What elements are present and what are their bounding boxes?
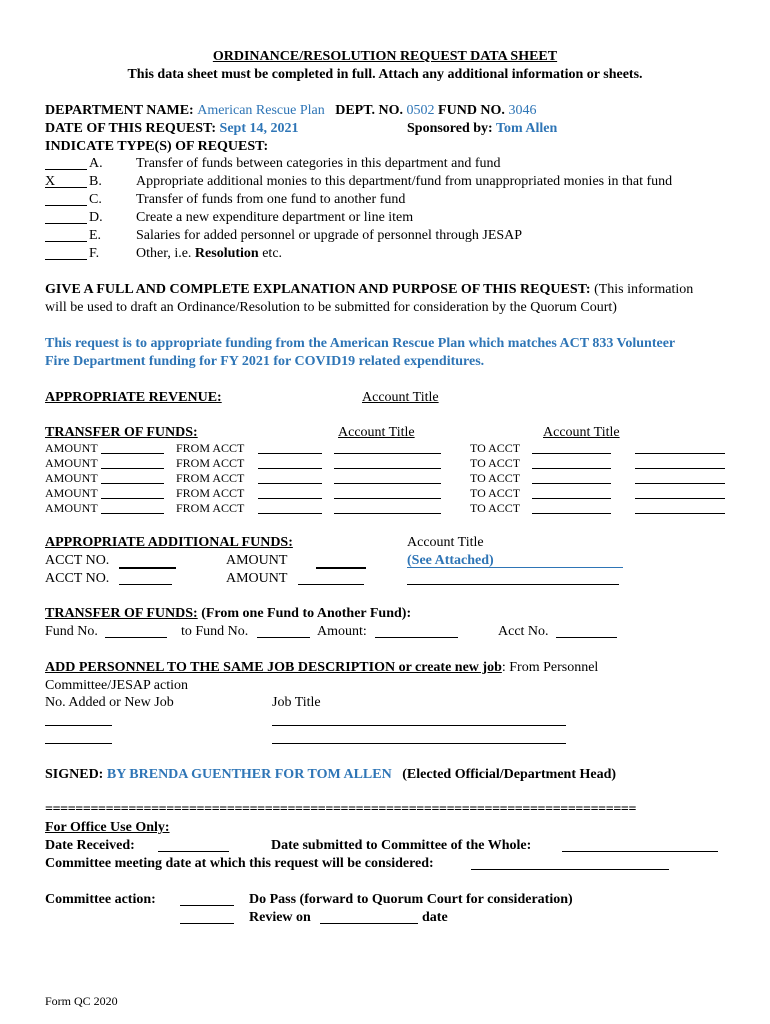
request-type-mark[interactable] — [45, 227, 87, 242]
request-type-text: Appropriate additional monies to this department/fund from unappropriated monies in that fund — [136, 174, 673, 189]
do-pass-field[interactable] — [180, 905, 234, 906]
review-date-field[interactable] — [320, 923, 418, 924]
date-received-label: Date Received: — [45, 838, 135, 853]
review-field[interactable] — [180, 923, 234, 924]
add-personnel-line2: Committee/JESAP action — [45, 678, 188, 693]
to-acct-field[interactable] — [532, 498, 611, 499]
date-submitted-field[interactable] — [562, 851, 718, 852]
from-acct-field[interactable] — [258, 483, 322, 484]
request-type-letter: F. — [89, 246, 100, 261]
sponsor-line — [407, 120, 557, 137]
transfer-account-title-right: Account Title — [543, 425, 620, 440]
request-type-mark[interactable] — [45, 209, 87, 224]
to-account-title-field[interactable] — [635, 513, 725, 514]
acct-no-field[interactable] — [119, 567, 176, 569]
acct-no-label: ACCT NO. — [45, 571, 110, 586]
to-acct-field[interactable] — [532, 513, 611, 514]
explanation-note: (This information — [590, 282, 694, 297]
to-account-title-field[interactable] — [635, 453, 725, 454]
to-acct-label: TO ACCT — [470, 486, 521, 500]
additional-account-title-field[interactable] — [407, 584, 619, 585]
to-acct-label: TO ACCT — [470, 501, 521, 515]
request-type-mark[interactable] — [45, 245, 87, 260]
from-account-title-field[interactable] — [334, 468, 441, 469]
additional-amount-label: AMOUNT — [226, 553, 288, 568]
amount-label: AMOUNT — [45, 441, 98, 455]
add-personnel-label: ADD PERSONNEL TO THE SAME JOB DESCRIPTION or create new job — [45, 660, 502, 675]
request-type-mark[interactable]: X — [45, 173, 87, 188]
explanation-text-line2[interactable]: Fire Department funding for FY 2021 for COVID19 related expenditures. — [45, 354, 485, 369]
amount-field[interactable] — [101, 498, 164, 499]
request-type-text: Salaries for added personnel or upgrade of personnel through JESAP — [136, 228, 523, 243]
amount-label: AMOUNT — [45, 486, 98, 500]
from-acct-label: FROM ACCT — [176, 501, 245, 515]
form-title: ORDINANCE/RESOLUTION REQUEST DATA SHEET — [212, 49, 558, 64]
to-acct-label: TO ACCT — [470, 456, 521, 470]
request-type-text: Transfer of funds between categories in this department and fund — [136, 156, 501, 171]
no-added-label: No. Added or New Job — [45, 695, 174, 710]
to-account-title-field[interactable] — [635, 498, 725, 499]
fund-no-value[interactable]: 3046 — [508, 103, 537, 118]
job-title-field[interactable] — [272, 725, 566, 726]
acct-no-label: ACCT NO. — [45, 553, 110, 568]
from-account-title-field[interactable] — [334, 483, 441, 484]
appropriate-revenue-label: APPROPRIATE REVENUE: — [45, 390, 222, 405]
to-acct-field[interactable] — [532, 483, 611, 484]
form-id: Form QC 2020 — [45, 994, 118, 1008]
transfer-funds-label: TRANSFER OF FUNDS: — [45, 425, 198, 440]
request-type-letter: C. — [89, 192, 102, 207]
from-acct-label: FROM ACCT — [176, 441, 245, 455]
transfer-acct-no-label: Acct No. — [498, 624, 549, 639]
signed-line — [45, 766, 616, 783]
explanation-heading — [45, 281, 693, 298]
request-type-mark[interactable] — [45, 155, 87, 170]
sponsor-label: Sponsored by: — [407, 121, 493, 136]
signed-label: SIGNED: — [45, 767, 104, 782]
transfer-acct-no-field[interactable] — [556, 637, 617, 638]
from-acct-label: FROM ACCT — [176, 456, 245, 470]
request-type-letter: B. — [89, 174, 102, 189]
request-types-label: INDICATE TYPE(S) OF REQUEST: — [45, 139, 269, 154]
amount-label: AMOUNT — [45, 471, 98, 485]
from-acct-field[interactable] — [258, 513, 322, 514]
request-type-text: Transfer of funds from one fund to another fund — [136, 192, 406, 207]
do-pass-label: Do Pass (forward to Quorum Court for consideration) — [249, 892, 573, 907]
request-type-letter: A. — [89, 156, 103, 171]
department-name-label: DEPARTMENT NAME: — [45, 103, 194, 118]
request-type-text: Other, i.e. Resolution etc. — [136, 246, 283, 261]
appropriate-additional-label: APPROPRIATE ADDITIONAL FUNDS: — [45, 535, 293, 550]
signed-role: (Elected Official/Department Head) — [402, 767, 617, 782]
additional-amount-field[interactable] — [316, 567, 366, 569]
job-title-field[interactable] — [272, 743, 566, 744]
additional-amount-label: AMOUNT — [226, 571, 288, 586]
amount-field[interactable] — [101, 483, 164, 484]
to-acct-field[interactable] — [532, 468, 611, 469]
request-type-letter: E. — [89, 228, 102, 243]
amount-field[interactable] — [101, 513, 164, 514]
job-title-label: Job Title — [272, 695, 321, 710]
amount-field[interactable] — [101, 453, 164, 454]
request-type-letter: D. — [89, 210, 103, 225]
review-date-word: date — [422, 910, 448, 925]
to-account-title-field[interactable] — [635, 468, 725, 469]
date-received-field[interactable] — [158, 851, 229, 852]
fund-no-label: Fund No. — [45, 624, 98, 639]
committee-action-label: Committee action: — [45, 892, 156, 907]
appropriate-revenue-account-title: Account Title — [362, 390, 439, 405]
separator: ============================================================================== — [45, 802, 637, 817]
acct-no-field[interactable] — [119, 584, 172, 585]
meeting-date-label: Committee meeting date at which this request will be considered: — [45, 856, 434, 871]
transfer-account-title-left: Account Title — [338, 425, 415, 440]
explanation-note-line2: will be used to draft an Ordinance/Resolution to be submitted for consideration by the Quorum Court) — [45, 300, 617, 315]
from-account-title-field[interactable] — [334, 513, 441, 514]
transfer-between-funds-label: TRANSFER OF FUNDS: — [45, 606, 198, 621]
amount-label: AMOUNT — [45, 501, 98, 515]
from-acct-label: FROM ACCT — [176, 486, 245, 500]
amount-label: AMOUNT — [45, 456, 98, 470]
amount-field[interactable] — [101, 468, 164, 469]
to-acct-label: TO ACCT — [470, 471, 521, 485]
additional-account-title: Account Title — [407, 535, 484, 550]
request-date-label: DATE OF THIS REQUEST: — [45, 121, 217, 136]
form-subtitle: This data sheet must be completed in full. Attach any additional information or sheets. — [127, 67, 643, 82]
department-line — [45, 102, 536, 119]
office-use-label: For Office Use Only: — [45, 820, 170, 835]
transfer-amount-field[interactable] — [375, 637, 458, 638]
from-acct-field[interactable] — [258, 453, 322, 454]
request-type-mark[interactable] — [45, 191, 87, 206]
dept-no-value[interactable]: 0502 — [406, 103, 435, 118]
date-submitted-label: Date submitted to Committee of the Whole: — [271, 838, 532, 853]
request-type-text: Create a new expenditure department or line item — [136, 210, 414, 225]
see-attached-link[interactable]: (See Attached) — [407, 552, 623, 568]
fund-no-label: FUND NO. — [438, 103, 505, 118]
explanation-text-line1[interactable]: This request is to appropriate funding from the American Rescue Plan which matches ACT 833 Volunteer — [45, 336, 676, 351]
transfer-amount-label: Amount: — [317, 624, 367, 639]
no-added-field[interactable] — [45, 743, 112, 744]
add-personnel-heading: ADD PERSONNEL TO THE SAME JOB DESCRIPTION or create new job: From Personnel — [45, 660, 599, 675]
signed-value[interactable]: BY BRENDA GUENTHER FOR TOM ALLEN — [106, 767, 392, 782]
department-name-value[interactable]: American Rescue Plan — [197, 103, 325, 118]
transfer-between-funds-heading: TRANSFER OF FUNDS: (From one Fund to Another Fund): — [45, 606, 412, 621]
from-acct-label: FROM ACCT — [176, 471, 245, 485]
to-account-title-field[interactable] — [635, 483, 725, 484]
from-acct-field[interactable] — [258, 498, 322, 499]
from-account-title-field[interactable] — [334, 498, 441, 499]
from-account-title-field[interactable] — [334, 453, 441, 454]
dept-no-label: DEPT. NO. — [335, 103, 404, 118]
review-on-label: Review on — [249, 910, 311, 925]
date-line — [45, 120, 298, 137]
no-added-field[interactable] — [45, 725, 112, 726]
from-acct-field[interactable] — [258, 468, 322, 469]
to-acct-label: TO ACCT — [470, 441, 521, 455]
to-fund-no-field[interactable] — [257, 637, 310, 638]
additional-amount-field[interactable] — [298, 584, 364, 585]
to-acct-field[interactable] — [532, 453, 611, 454]
meeting-date-field[interactable] — [471, 869, 669, 870]
sponsor-value[interactable]: Tom Allen — [495, 121, 558, 136]
fund-no-field[interactable] — [105, 637, 167, 638]
to-fund-no-label: to Fund No. — [181, 624, 249, 639]
request-date-value[interactable]: Sept 14, 2021 — [219, 121, 299, 136]
explanation-label: GIVE A FULL AND COMPLETE EXPLANATION AND PURPOSE OF THIS REQUEST: — [45, 282, 591, 297]
